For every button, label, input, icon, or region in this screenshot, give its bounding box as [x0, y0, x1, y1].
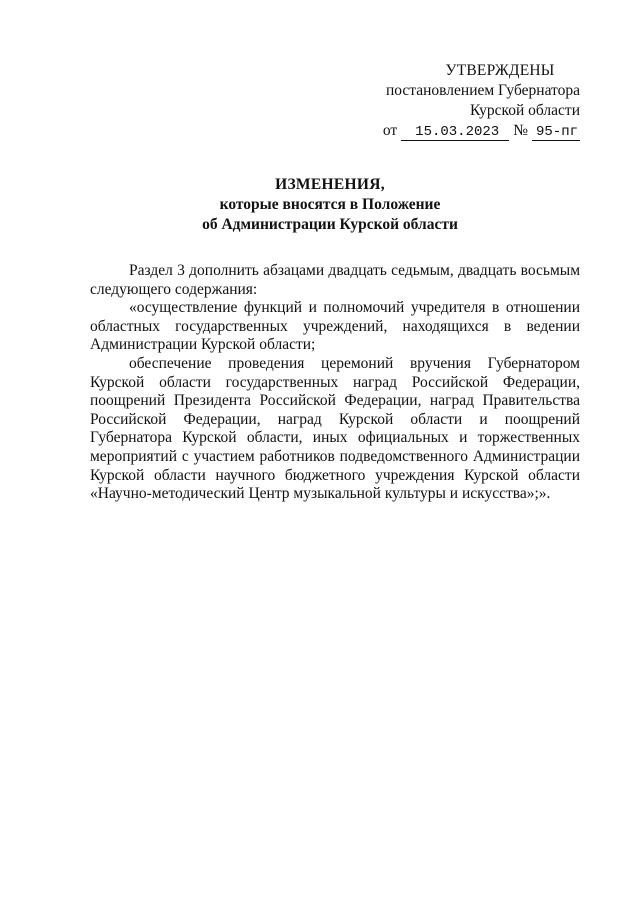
number-prefix: №	[513, 122, 528, 139]
approval-line-1: постановлением Губернатора	[385, 82, 580, 99]
heading-subtitle-2: об Администрации Курской области	[202, 216, 458, 233]
document-heading	[140, 175, 520, 235]
approval-title: УТВЕРЖДЕНЫ	[445, 62, 555, 79]
heading-title: ИЗМЕНЕНИЯ,	[275, 176, 385, 193]
approval-date: 15.03.2023	[401, 124, 509, 141]
document-body	[90, 262, 580, 504]
approval-date-line	[380, 121, 580, 141]
heading-subtitle-1: которые вносятся в Положение	[219, 196, 441, 213]
approval-number: 95-пг	[532, 124, 580, 141]
body-paragraph-2: «осуществление функций и полномочий учредителя в отношении областных государственных учреждений, находящихся в ведении Администрации Курской области;	[90, 299, 580, 354]
body-paragraph-1: Раздел 3 дополнить абзацами двадцать седьмым, двадцать восьмым следующего содержания:	[90, 262, 580, 298]
body-paragraph-3: обеспечение проведения церемоний вручения Губернатором Курской области государственных наград Российской Федерации, поощрений Президента Российской Федерации, наград Правительства Российской Федерации, наград Курской области и поощрений Губернатора Курской области, иных официальных и торжественных мероприятий с участием работников подведомственного Администрации Курской области научного бюджетного учреждения Курской области «Научно-методический Центр музыкальной культуры и искусства»;».	[90, 354, 580, 503]
approval-line-2: Курской области	[469, 102, 580, 119]
approval-block	[380, 61, 580, 141]
date-prefix: от	[382, 122, 398, 139]
